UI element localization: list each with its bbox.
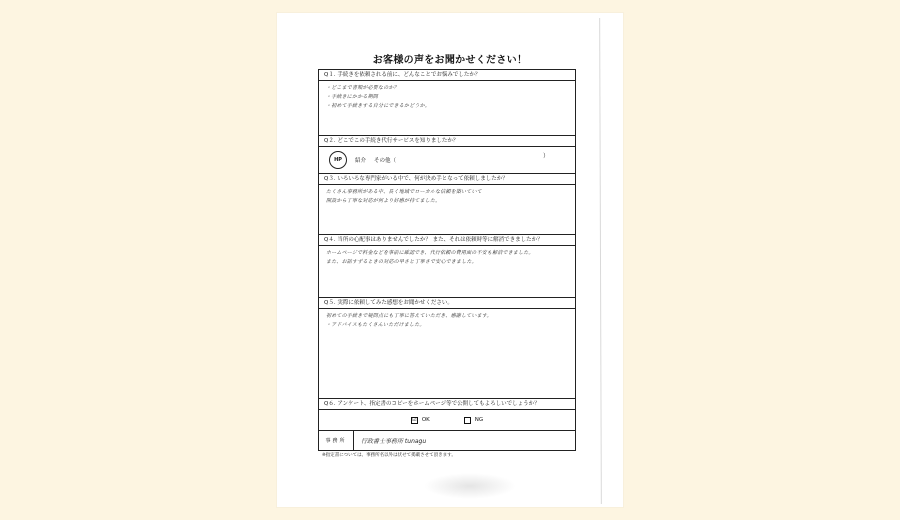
answer-line: ・どこまで書類が必要なのか？	[326, 85, 399, 91]
question-5-answer	[319, 308, 575, 398]
question-2	[319, 135, 575, 173]
survey-form	[318, 69, 576, 451]
answer-line: 開設から丁寧な対応が何より好感が持てました。	[326, 198, 441, 204]
answer-line: ・手続きにかかる期間	[326, 94, 379, 100]
question-1	[319, 70, 575, 135]
ng-checkbox	[464, 417, 471, 424]
question-4-label: Q４. 当所の心配事はありませんでしたか？ また、それは依頼時等に解消できましたか？	[319, 235, 575, 246]
question-6-label: Q６. アンケート、指定書のコピーをホームページ等で公開してもよろしいでしょうか？	[319, 399, 575, 410]
answer-line: ホームページで料金などを事前に確認でき、代行依頼の費用面の不安も解消できました。	[326, 250, 534, 256]
question-2-options	[319, 146, 575, 173]
ok-label: OK	[421, 417, 430, 423]
ng-option	[464, 417, 483, 424]
answer-line: ・アドバイスもたくさんいただけました。	[326, 322, 425, 328]
answer-line: 初めての手続きで疑問点にも丁寧に答えていただき、感謝しています。	[326, 313, 492, 319]
ng-label: NG	[474, 417, 484, 423]
answer-line: ・初めて手続きする自分にできるかどうか。	[326, 103, 431, 109]
question-2-label: Q２. どこでこの手続き代行サービスを知りましたか？	[319, 136, 575, 147]
ok-checkbox: ☑	[412, 416, 417, 423]
office-value: 行政書士事務所 tunagu	[361, 438, 427, 445]
question-5	[319, 297, 575, 398]
question-3	[319, 173, 575, 234]
form-title: お客様の声をお聞かせください！	[372, 55, 528, 66]
referral-option: 紹介	[355, 157, 367, 164]
question-4	[319, 234, 575, 297]
question-3-label: Q３. いろいろな専門家がいる中で、何が決め手となって依頼しましたか？	[319, 174, 575, 185]
question-6-options	[319, 410, 575, 430]
ok-option	[411, 417, 430, 424]
question-4-answer	[319, 245, 575, 297]
office-row	[319, 430, 575, 450]
hp-option-circled: HP	[329, 151, 347, 169]
question-6	[319, 398, 575, 430]
answer-line: また、お話すずるときの対応の早さと丁寧さで安心できました。	[326, 259, 477, 265]
other-option-close: ）	[542, 153, 549, 160]
other-option: その他（	[374, 157, 397, 164]
form-footnote: ※指定書については、事務所名以外は伏せて掲載させて頂きます。	[322, 453, 456, 458]
question-1-answer	[319, 80, 575, 135]
question-1-label: Q１. 手続きを依頼される前に、どんなことでお悩みでしたか？	[319, 70, 575, 81]
question-3-answer	[319, 184, 575, 234]
question-5-label: Q５. 実際に依頼してみた感想をお聞かせください。	[319, 298, 575, 309]
answer-line: たくさん事務所がある中、長く地域でローカルな信頼を築いていて	[326, 189, 482, 195]
office-label: 事務所	[319, 431, 354, 450]
